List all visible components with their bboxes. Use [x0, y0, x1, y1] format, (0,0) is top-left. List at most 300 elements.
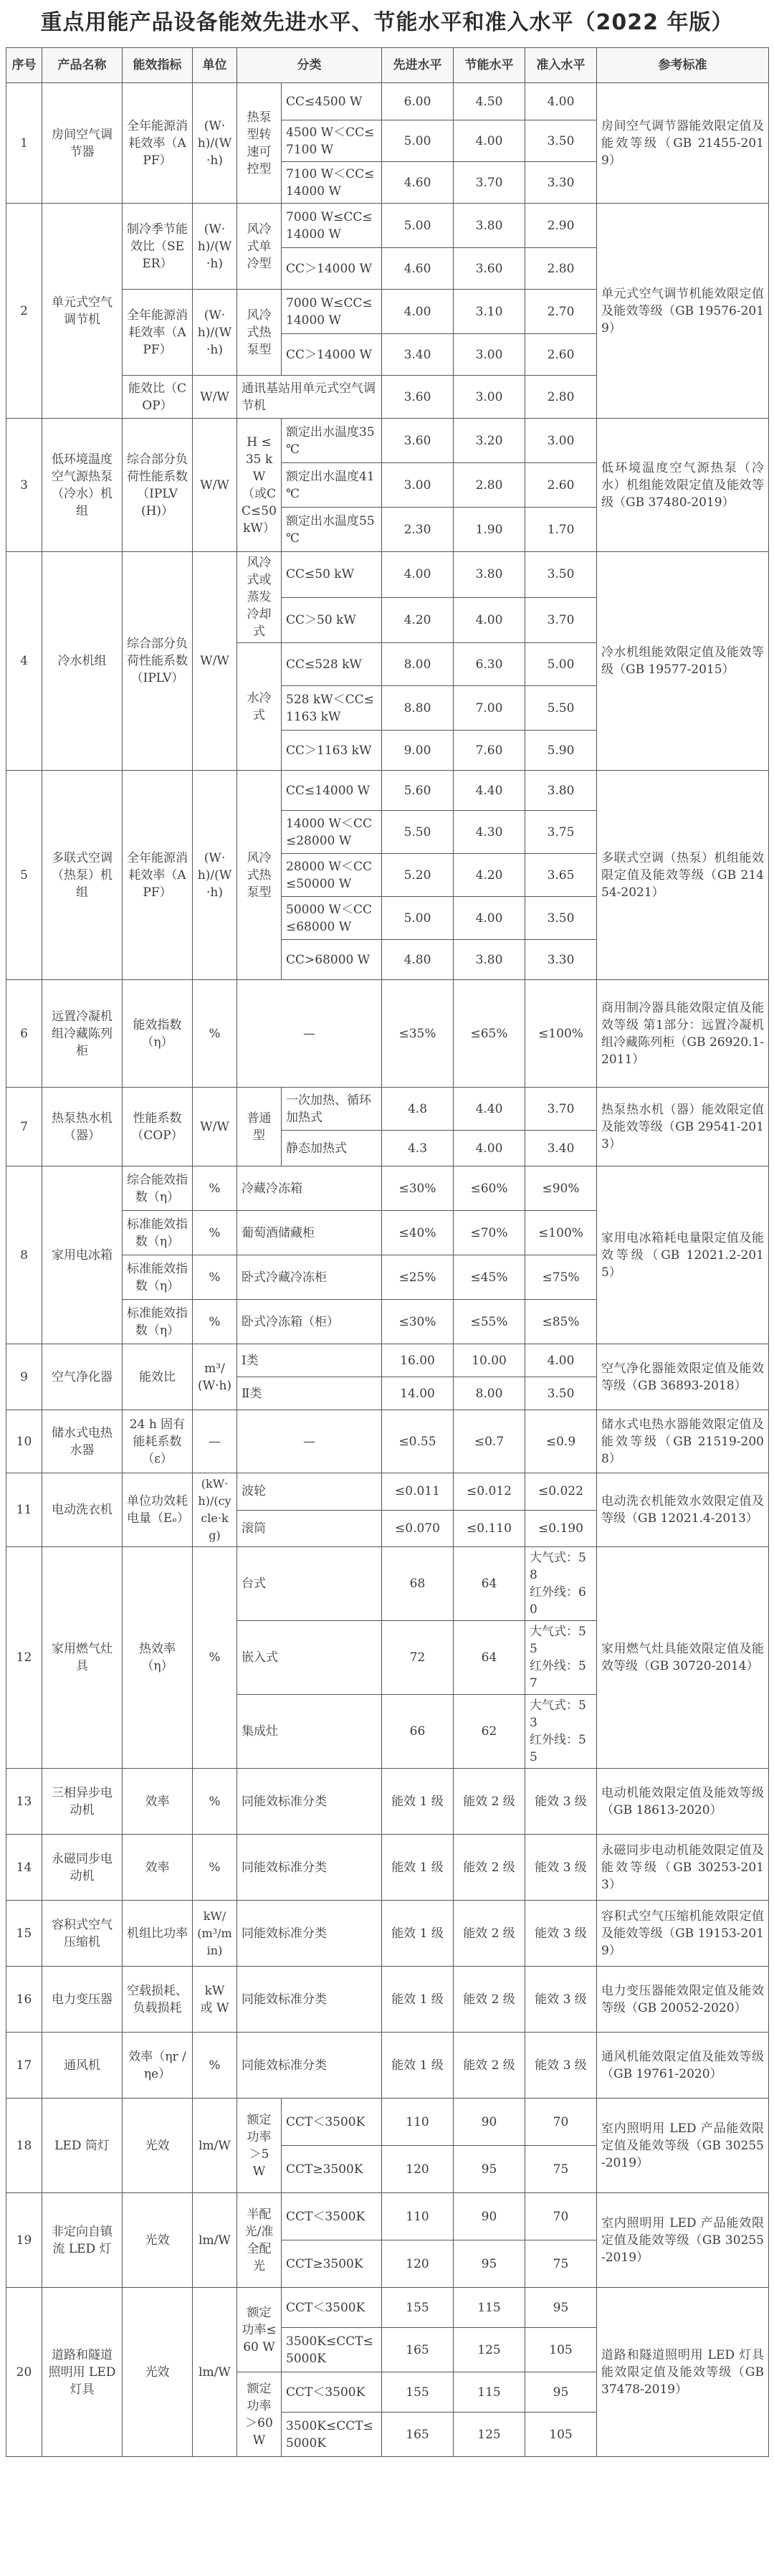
access-value: 95 [525, 2372, 597, 2413]
access-value-infrared: 红外线：55 [530, 1733, 586, 1764]
category: 额定功率＞60 W [237, 2372, 282, 2457]
unit: % [193, 1769, 237, 1835]
subcategory: CC≤528 kW [282, 643, 382, 686]
saving-value: 95 [454, 2146, 525, 2193]
access-value: 能效 3 级 [525, 1769, 597, 1835]
advanced-value: 6.00 [382, 83, 454, 120]
category: — [237, 1410, 382, 1473]
indicator: 标准能效指数（η） [123, 1255, 193, 1300]
reference-standard: 室内照明用 LED 产品能效限定值及能效等级（GB 30255-2019） [597, 2099, 769, 2193]
advanced-value: 66 [382, 1695, 454, 1769]
subcategory: 4500 W＜CC≤7100 W [282, 120, 382, 162]
advanced-value: 2.30 [382, 508, 454, 552]
row-no: 20 [6, 2288, 42, 2457]
advanced-value: 4.60 [382, 248, 454, 290]
access-value: 4.00 [525, 83, 597, 120]
subcategory: 波轮 [237, 1473, 382, 1511]
indicator: 标准能效指数（η） [123, 1300, 193, 1344]
table-row [6, 2099, 769, 2146]
access-value: ≤0.190 [525, 1510, 597, 1547]
row-no: 4 [6, 552, 42, 771]
access-value: 3.30 [525, 162, 597, 204]
access-value: 75 [525, 2240, 597, 2288]
reference-standard: 单元式空气调节机能效限定值及能效等级（GB 19576-2019） [597, 204, 769, 419]
header-no: 序号 [6, 48, 42, 83]
access-value: 3.50 [525, 1377, 597, 1410]
table-row [6, 1901, 769, 1967]
access-value: 2.60 [525, 463, 597, 508]
subcategory: CC≤50 kW [282, 552, 382, 598]
table-row [6, 980, 769, 1088]
product-name: 热泵热水机（器） [42, 1088, 123, 1166]
subcategory: 额定出水温度55 ℃ [282, 508, 382, 552]
advanced-value: 能效 1 级 [382, 1901, 454, 1967]
subcategory: 同能效标准分类 [237, 1901, 382, 1967]
table-row [6, 552, 769, 598]
product-name: 家用电冰箱 [42, 1166, 123, 1344]
advanced-value: 110 [382, 2099, 454, 2146]
table-row [6, 204, 769, 248]
row-no: 8 [6, 1166, 42, 1344]
advanced-value: 4.60 [382, 162, 454, 204]
advanced-value: 4.3 [382, 1131, 454, 1166]
access-value: 3.40 [525, 1131, 597, 1166]
access-value [525, 1547, 597, 1621]
saving-value: 7.00 [454, 686, 525, 731]
saving-value: ≤0.7 [454, 1410, 525, 1473]
saving-value: 10.00 [454, 1344, 525, 1377]
subcategory: CCT＜3500K [282, 2372, 382, 2413]
product-name: 储水式电热水器 [42, 1410, 123, 1473]
saving-value: 4.00 [454, 1131, 525, 1166]
product-name: 家用燃气灶具 [42, 1547, 123, 1769]
access-value: 能效 3 级 [525, 1967, 597, 2033]
indicator: 综合部分负荷性能系数（IPLV） [123, 552, 193, 771]
advanced-value: 155 [382, 2372, 454, 2413]
indicator: 效率 [123, 1835, 193, 1901]
saving-value: 能效 2 级 [454, 1769, 525, 1835]
advanced-value: 8.00 [382, 643, 454, 686]
access-value: 能效 3 级 [525, 2033, 597, 2099]
header-saving: 节能水平 [454, 48, 525, 83]
saving-value: 4.30 [454, 811, 525, 854]
saving-value: 3.00 [454, 376, 525, 419]
header-standard: 参考标准 [597, 48, 769, 83]
access-value-infrared: 红外线：60 [530, 1585, 586, 1617]
saving-value: 4.40 [454, 771, 525, 811]
access-value: ≤75% [525, 1255, 597, 1300]
saving-value: 4.20 [454, 854, 525, 897]
category: 额定功率＞5 W [237, 2099, 282, 2193]
advanced-value: 9.00 [382, 731, 454, 771]
reference-standard: 热泵热水机（器）能效限定值及能效等级（GB 29541-2013） [597, 1088, 769, 1166]
category: 风冷式热泵型 [237, 771, 282, 980]
category: 热泵型转速可控型 [237, 83, 282, 204]
advanced-value: 3.60 [382, 419, 454, 463]
access-value: 3.50 [525, 897, 597, 940]
indicator: 能效指数（η） [123, 980, 193, 1088]
reference-standard: 电动机能效限定值及能效等级（GB 18613-2020） [597, 1769, 769, 1835]
row-no: 3 [6, 419, 42, 552]
advanced-value: ≤30% [382, 1166, 454, 1211]
advanced-value: 8.80 [382, 686, 454, 731]
indicator: 光效 [123, 2288, 193, 2457]
saving-value: 4.00 [454, 120, 525, 162]
advanced-value: 120 [382, 2146, 454, 2193]
indicator: 综合部分负荷性能系数（IPLV(H)） [123, 419, 193, 552]
row-no: 16 [6, 1967, 42, 2033]
category: 风冷式热泵型 [237, 290, 282, 376]
subcategory: CCT≥3500K [282, 2240, 382, 2288]
header-category: 分类 [237, 48, 382, 83]
table-row [6, 1410, 769, 1473]
advanced-value: 16.00 [382, 1344, 454, 1377]
access-value: 3.75 [525, 811, 597, 854]
access-value: 3.70 [525, 1088, 597, 1131]
table-row [6, 1967, 769, 2033]
access-value: 3.80 [525, 771, 597, 811]
advanced-value: 110 [382, 2193, 454, 2240]
row-no: 13 [6, 1769, 42, 1835]
subcategory: Ⅱ类 [237, 1377, 382, 1410]
access-value-infrared: 红外线：57 [530, 1659, 586, 1691]
table-row [6, 2033, 769, 2099]
header-indicator: 能效指标 [123, 48, 193, 83]
unit: lm/W [193, 2099, 237, 2193]
advanced-value: 3.00 [382, 463, 454, 508]
advanced-value: 155 [382, 2288, 454, 2328]
access-value: 95 [525, 2288, 597, 2328]
row-no: 2 [6, 204, 42, 419]
access-value: 3.65 [525, 854, 597, 897]
subcategory: Ⅰ类 [237, 1344, 382, 1377]
advanced-value: 165 [382, 2413, 454, 2457]
access-value: 2.90 [525, 204, 597, 248]
access-value: 4.00 [525, 1344, 597, 1377]
access-value: 5.90 [525, 731, 597, 771]
unit: (W·h)/(W·h) [193, 771, 237, 980]
saving-value: ≤60% [454, 1166, 525, 1211]
subcategory: 50000 W＜CC≤68000 W [282, 897, 382, 940]
access-value: 105 [525, 2328, 597, 2372]
advanced-value: 165 [382, 2328, 454, 2372]
advanced-value: ≤0.011 [382, 1473, 454, 1511]
saving-value: 4.00 [454, 897, 525, 940]
product-name: 远置冷凝机组冷藏陈列柜 [42, 980, 123, 1088]
access-value: 3.70 [525, 597, 597, 643]
access-value: ≤100% [525, 980, 597, 1088]
subcategory: CC＞14000 W [282, 248, 382, 290]
indicator: 全年能源消耗效率（APF） [123, 290, 193, 376]
header-unit: 单位 [193, 48, 237, 83]
access-value-atmospheric: 大气式：58 [530, 1551, 586, 1582]
indicator: 光效 [123, 2099, 193, 2193]
unit: — [193, 1410, 237, 1473]
subcategory: CCT＜3500K [282, 2099, 382, 2146]
product-name: 道路和隧道照明用 LED 灯具 [42, 2288, 123, 2457]
table-row [6, 419, 769, 463]
indicator: 单位功效耗电量（Eₑ） [123, 1473, 193, 1547]
header-advanced: 先进水平 [382, 48, 454, 83]
access-value: 2.80 [525, 376, 597, 419]
advanced-value: 能效 1 级 [382, 1967, 454, 2033]
product-name: 电力变压器 [42, 1967, 123, 2033]
unit: % [193, 1300, 237, 1344]
saving-value: 95 [454, 2240, 525, 2288]
table-row [6, 1547, 769, 1621]
row-no: 17 [6, 2033, 42, 2099]
advanced-value: ≤35% [382, 980, 454, 1088]
category: H ≤ 35 kW（或CC≤50 kW） [237, 419, 282, 552]
subcategory: CC≤14000 W [282, 771, 382, 811]
reference-standard: 电动洗衣机能效水效限定值及等级（GB 12021.4-2013） [597, 1473, 769, 1547]
saving-value: 125 [454, 2328, 525, 2372]
reference-standard: 储水式电热水器能效限定值及能效等级（GB 21519-2008） [597, 1410, 769, 1473]
saving-value: 3.60 [454, 248, 525, 290]
indicator: 性能系数（COP） [123, 1088, 193, 1166]
row-no: 18 [6, 2099, 42, 2193]
saving-value: ≤65% [454, 980, 525, 1088]
unit: % [193, 1255, 237, 1300]
access-value: 5.00 [525, 643, 597, 686]
unit: % [193, 2033, 237, 2099]
advanced-value: ≤0.55 [382, 1410, 454, 1473]
row-no: 1 [6, 83, 42, 204]
category: 风冷式或蒸发冷却式 [237, 552, 282, 643]
reference-standard: 容积式空气压缩机能效限定值及能效等级（GB 19153-2019） [597, 1901, 769, 1967]
access-value: 2.80 [525, 248, 597, 290]
reference-standard: 家用燃气灶具能效限定值及能效等级（GB 30720-2014） [597, 1547, 769, 1769]
subcategory: 额定出水温度35 ℃ [282, 419, 382, 463]
saving-value: 6.30 [454, 643, 525, 686]
saving-value: 2.80 [454, 463, 525, 508]
product-name: LED 筒灯 [42, 2099, 123, 2193]
saving-value: ≤70% [454, 1211, 525, 1255]
access-value: ≤0.9 [525, 1410, 597, 1473]
reference-standard: 电力变压器能效限定值及能效等级（GB 20052-2020） [597, 1967, 769, 2033]
advanced-value: ≤25% [382, 1255, 454, 1300]
saving-value: 64 [454, 1621, 525, 1695]
header-row [6, 48, 769, 83]
table-row [6, 1769, 769, 1835]
product-name: 非定向自镇流 LED 灯 [42, 2193, 123, 2288]
saving-value: 3.80 [454, 552, 525, 598]
row-no: 9 [6, 1344, 42, 1410]
unit: W/W [193, 1088, 237, 1166]
saving-value: 能效 2 级 [454, 1835, 525, 1901]
indicator: 制冷季节能效比（SEER） [123, 204, 193, 290]
unit: % [193, 1211, 237, 1255]
saving-value: 3.70 [454, 162, 525, 204]
product-name: 低环境温度空气源热泵（冷水）机组 [42, 419, 123, 552]
indicator: 效率 [123, 1769, 193, 1835]
category: 风冷式单冷型 [237, 204, 282, 290]
category: 通讯基站用单元式空气调节机 [237, 376, 382, 419]
document-page [6, 0, 768, 2457]
product-name: 空气净化器 [42, 1344, 123, 1410]
subcategory: CC＞50 kW [282, 597, 382, 643]
indicator: 空载损耗、负载损耗 [123, 1967, 193, 2033]
category: 普通型 [237, 1088, 282, 1166]
access-value: 2.70 [525, 290, 597, 334]
saving-value: 能效 2 级 [454, 2033, 525, 2099]
advanced-value: 能效 1 级 [382, 2033, 454, 2099]
reference-standard: 家用电冰箱耗电量限定值及能效等级（GB 12021.2-2015） [597, 1166, 769, 1344]
saving-value: 115 [454, 2372, 525, 2413]
subcategory: 7000 W≤CC≤14000 W [282, 204, 382, 248]
unit: % [193, 980, 237, 1088]
product-name: 三相异步电动机 [42, 1769, 123, 1835]
access-value: 2.60 [525, 334, 597, 376]
access-value: ≤0.022 [525, 1473, 597, 1511]
indicator: 全年能源消耗效率（APF） [123, 83, 193, 204]
row-no: 15 [6, 1901, 42, 1967]
subcategory: CC＞14000 W [282, 334, 382, 376]
saving-value: 64 [454, 1547, 525, 1621]
subcategory: 嵌入式 [237, 1621, 382, 1695]
subcategory: 同能效标准分类 [237, 2033, 382, 2099]
subcategory: 7100 W＜CC≤14000 W [282, 162, 382, 204]
product-name: 永磁同步电动机 [42, 1835, 123, 1901]
access-value [525, 1621, 597, 1695]
reference-standard: 商用制冷器具能效限定值及能效等级 第1部分：远置冷凝机组冷藏陈列柜（GB 26920.1-2011） [597, 980, 769, 1088]
reference-standard: 低环境温度空气源热泵（冷水）机组能效限定值及能效等级（GB 37480-2019） [597, 419, 769, 552]
advanced-value: 5.50 [382, 811, 454, 854]
indicator: 热效率（η） [123, 1547, 193, 1769]
indicator: 24 h 固有能耗系数（ε） [123, 1410, 193, 1473]
subcategory: 葡萄酒储藏柜 [237, 1211, 382, 1255]
subcategory: 3500K≤CCT≤5000K [282, 2413, 382, 2457]
advanced-value: 72 [382, 1621, 454, 1695]
subcategory: 卧式冷冻箱（柜） [237, 1300, 382, 1344]
access-value-atmospheric: 大气式：55 [530, 1625, 586, 1656]
subcategory: 3500K≤CCT≤5000K [282, 2328, 382, 2372]
unit: (kW·h)/(cycle·kg) [193, 1473, 237, 1547]
saving-value: 90 [454, 2099, 525, 2146]
subcategory: 集成灶 [237, 1695, 382, 1769]
subcategory: 同能效标准分类 [237, 1835, 382, 1901]
access-value: 5.50 [525, 686, 597, 731]
access-value: 3.30 [525, 940, 597, 980]
access-value: ≤90% [525, 1166, 597, 1211]
row-no: 10 [6, 1410, 42, 1473]
table-row [6, 1835, 769, 1901]
row-no: 19 [6, 2193, 42, 2288]
saving-value: 7.60 [454, 731, 525, 771]
saving-value: 能效 2 级 [454, 1901, 525, 1967]
indicator: 效率（ηr /ηe） [123, 2033, 193, 2099]
access-value [525, 1695, 597, 1769]
reference-standard: 室内照明用 LED 产品能效限定值及能效等级（GB 30255-2019） [597, 2193, 769, 2288]
category: — [237, 980, 382, 1088]
product-name: 多联式空调（热泵）机组 [42, 771, 123, 980]
product-name: 冷水机组 [42, 552, 123, 771]
unit: (W·h)/(W·h) [193, 290, 237, 376]
product-name: 单元式空气调节机 [42, 204, 123, 419]
saving-value: 62 [454, 1695, 525, 1769]
subcategory: CC>68000 W [282, 940, 382, 980]
unit: lm/W [193, 2193, 237, 2288]
access-value: ≤85% [525, 1300, 597, 1344]
row-no: 6 [6, 980, 42, 1088]
subcategory: 一次加热、循环加热式 [282, 1088, 382, 1131]
advanced-value: 能效 1 级 [382, 1769, 454, 1835]
access-value: 105 [525, 2413, 597, 2457]
subcategory: 滚筒 [237, 1510, 382, 1547]
advanced-value: 3.40 [382, 334, 454, 376]
subcategory: 28000 W＜CC≤50000 W [282, 854, 382, 897]
advanced-value: 4.20 [382, 597, 454, 643]
access-value: 70 [525, 2099, 597, 2146]
advanced-value: 5.20 [382, 854, 454, 897]
access-value-atmospheric: 大气式：53 [530, 1698, 586, 1730]
unit: kW/(m³/min) [193, 1901, 237, 1967]
subcategory: 7000 W≤CC≤14000 W [282, 290, 382, 334]
advanced-value: ≤30% [382, 1300, 454, 1344]
table-row [6, 1088, 769, 1131]
unit: (W·h)/(W·h) [193, 83, 237, 204]
subcategory: CCT＜3500K [282, 2288, 382, 2328]
category: 水冷式 [237, 643, 282, 771]
unit: m³/(W·h) [193, 1344, 237, 1410]
access-value: 75 [525, 2146, 597, 2193]
reference-standard: 冷水机组能效限定值及能效等级（GB 19577-2015） [597, 552, 769, 771]
subcategory: CC≤4500 W [282, 83, 382, 120]
table-row [6, 1166, 769, 1211]
advanced-value: 5.00 [382, 120, 454, 162]
saving-value: 125 [454, 2413, 525, 2457]
subcategory: 卧式冷藏冷冻柜 [237, 1255, 382, 1300]
unit: (W·h)/(W·h) [193, 204, 237, 290]
advanced-value: 5.00 [382, 204, 454, 248]
product-name: 房间空气调节器 [42, 83, 123, 204]
access-value: ≤100% [525, 1211, 597, 1255]
saving-value: 4.00 [454, 597, 525, 643]
table-row [6, 2193, 769, 2240]
category: 额定功率≤60 W [237, 2288, 282, 2372]
saving-value: 1.90 [454, 508, 525, 552]
table-row [6, 771, 769, 811]
advanced-value: 4.00 [382, 290, 454, 334]
saving-value: ≤45% [454, 1255, 525, 1300]
unit: % [193, 1547, 237, 1769]
subcategory: CC＞1163 kW [282, 731, 382, 771]
indicator: 能效比 [123, 1344, 193, 1410]
advanced-value: ≤0.070 [382, 1510, 454, 1547]
saving-value: 3.80 [454, 204, 525, 248]
saving-value: ≤55% [454, 1300, 525, 1344]
subcategory: 14000 W＜CC≤28000 W [282, 811, 382, 854]
unit: W/W [193, 419, 237, 552]
row-no: 7 [6, 1088, 42, 1166]
advanced-value: 4.8 [382, 1088, 454, 1131]
advanced-value: 5.60 [382, 771, 454, 811]
saving-value: 4.50 [454, 83, 525, 120]
access-value: 3.50 [525, 120, 597, 162]
product-name: 通风机 [42, 2033, 123, 2099]
product-name: 容积式空气压缩机 [42, 1901, 123, 1967]
access-value: 3.50 [525, 552, 597, 598]
access-value: 1.70 [525, 508, 597, 552]
reference-standard: 空气净化器能效限定值及能效等级（GB 36893-2018） [597, 1344, 769, 1410]
saving-value: 3.80 [454, 940, 525, 980]
subcategory: 528 kW＜CC≤1163 kW [282, 686, 382, 731]
access-value: 能效 3 级 [525, 1835, 597, 1901]
saving-value: 115 [454, 2288, 525, 2328]
unit: lm/W [193, 2288, 237, 2457]
subcategory: 同能效标准分类 [237, 1967, 382, 2033]
advanced-value: 5.00 [382, 897, 454, 940]
